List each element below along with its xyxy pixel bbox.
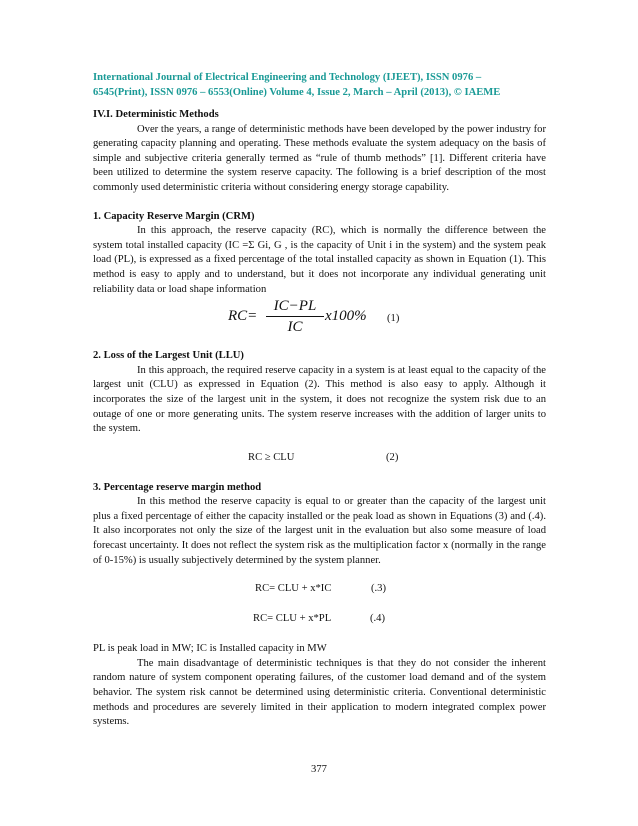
equation-1-denominator: IC <box>287 319 303 336</box>
equation-4-label: (.4) <box>370 613 386 625</box>
equation-1 <box>93 297 546 341</box>
closing-paragraph: The main disadvantage of deterministic techniques is that they do not consider the inherent random nature of system component operating failures, of the customer load demand and of the system behavior. The system risk cannot be determined using deterministic criteria. Conventional deterministic methods and procedures are severely limited in their application to modern integrated complex power systems. <box>93 657 546 728</box>
equation-2 <box>93 451 546 467</box>
prm-heading: 3. Percentage reserve margin method <box>93 481 262 493</box>
header-line-1: International Journal of Electrical Engineering and Technology (IJEET), ISSN 0976 – <box>93 72 482 83</box>
equation-1-label: (1) <box>387 313 400 325</box>
equation-2-label: (2) <box>386 451 399 463</box>
equation-3 <box>93 582 546 598</box>
equation-1-rhs: x100% <box>325 308 367 325</box>
definitions-line: PL is peak load in MW; IC is Installed capacity in MW <box>93 643 327 655</box>
equation-4-expression: RC= CLU + x*PL <box>253 613 332 625</box>
equation-3-expression: RC= CLU + x*IC <box>255 583 332 595</box>
crm-paragraph: In this approach, the reserve capacity (RC), which is normally the difference between the system total installed capacity (IC =Σ Gi, G , is the capacity of Unit i in the system) and the system peak load (PL), is expressed as a fixed percentage of the total installed capacity as shown in Equation (1). This method is easy to apply and to understand, but it does not incorporate any individual generating unit reliability data or load shape information <box>93 225 546 295</box>
equation-1-numerator: IC−PL <box>266 297 324 317</box>
journal-header <box>93 70 546 100</box>
llu-paragraph: In this approach, the required reserve capacity in a system is at least equal to the capacity of the largest unit (CLU) as expressed in Equation (2). This method is also easy to apply. Although it incorporates the size of the largest unit in the system, it does not recognize the system risk due to an outage of one or more generating units. The system reserve increases with the addition of larger units to the system. <box>93 364 546 435</box>
article-body <box>93 108 546 730</box>
equation-1-lhs: RC= <box>228 308 258 325</box>
equation-1-fraction <box>266 297 324 337</box>
crm-heading: 1. Capacity Reserve Margin (CRM) <box>93 210 255 222</box>
section-heading: IV.I. Deterministic Methods <box>93 109 219 120</box>
section-paragraph: Over the years, a range of deterministic methods have been developed by the power industry for generating capacity planning and operating. These methods evaluate the system adequacy on the basis of simple and subjective criteria generally termed as “rule of thumb methods” [1]. Different criteria have been utilized to determine the system reserve capacity. The following is a brief description of the most commonly used deterministic criteria without considering energy storage capability. <box>93 123 546 193</box>
llu-heading: 2. Loss of the Largest Unit (LLU) <box>93 350 244 362</box>
header-line-2: 6545(Print), ISSN 0976 – 6553(Online) Volume 4, Issue 2, March – April (2013), © IAEME <box>93 87 501 98</box>
page-number: 377 <box>311 764 327 775</box>
prm-paragraph: In this method the reserve capacity is equal to or greater than the capacity of the largest unit plus a fixed percentage of either the capacity installed or the peak load as shown in Equations (3) and (.4). It also incorporates not only the size of the largest unit in the evaluation but also some measure of load forecast uncertainty. It does not reflect the system risk as the multiplication factor x (normally in the range of 0-15%) is usually subjectively determined by the system planner. <box>93 496 546 566</box>
equation-2-expression: RC ≥ CLU <box>248 451 295 463</box>
equation-3-label: (.3) <box>371 583 387 595</box>
equation-4 <box>93 612 546 628</box>
